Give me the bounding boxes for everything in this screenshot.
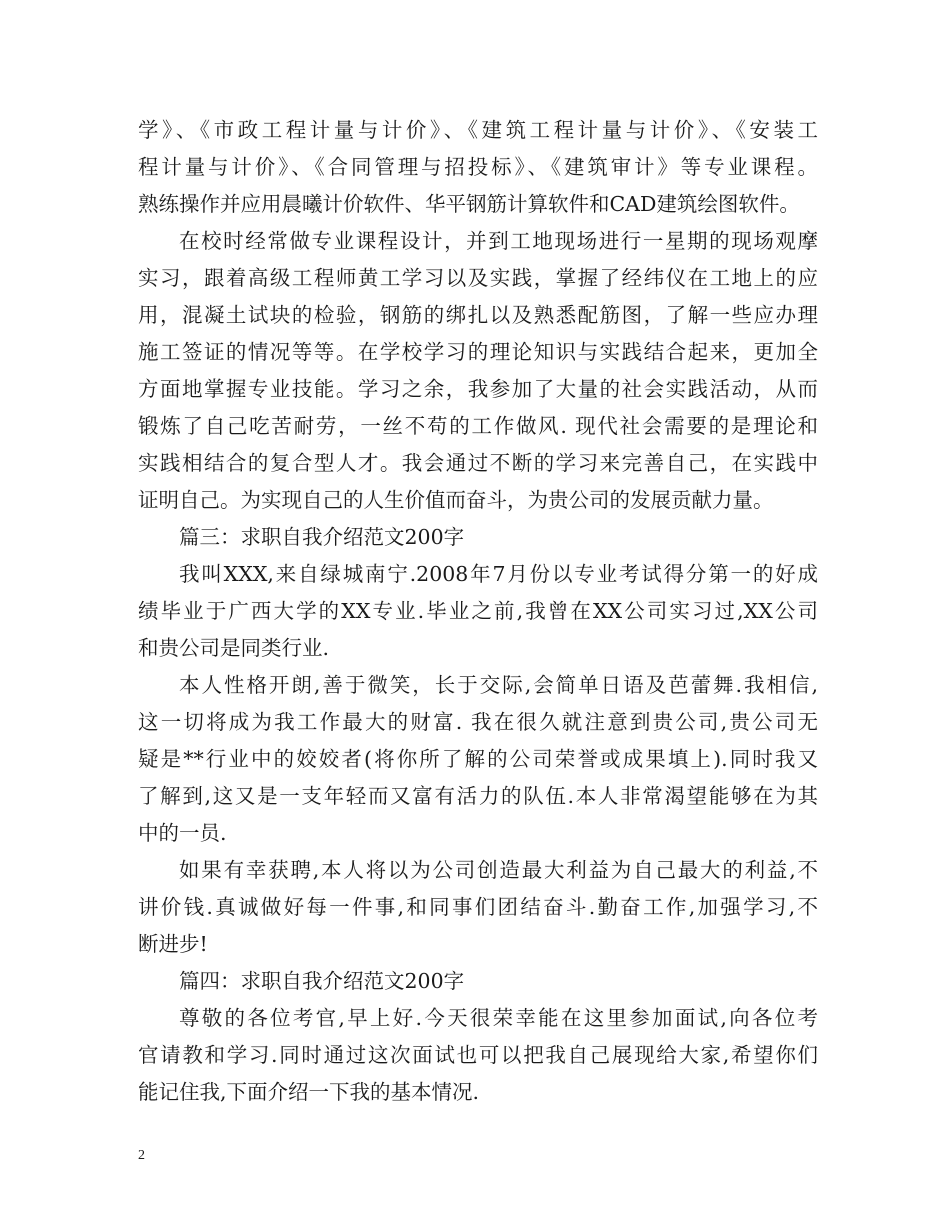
text-line: 中的一员. [138, 821, 227, 845]
text-line: 实习，跟着高级工程师黄工学习以及实践，掌握了经纬仪在工地上的应 [138, 266, 818, 290]
text-line: 证明自己。为实现自己的人生价值而奋斗，为贵公司的发展贡献力量。 [138, 488, 774, 512]
paragraph-first-line: 我叫XXX,来自绿城南宁.2008年7月份以专业考试得分第一的好成 [179, 562, 818, 586]
text-line: 用，混凝土试块的检验，钢筋的绑扎以及熟悉配筋图，了解一些应办理 [138, 303, 818, 327]
text-line: 熟练操作并应用晨曦计价软件、华平钢筋计算软件和CAD建筑绘图软件。 [138, 192, 800, 216]
text-line: 程计量与计价》、《合同管理与招投标》、《建筑审计》等专业课程。 [138, 155, 818, 179]
section-heading: 篇三：求职自我介绍范文200字 [179, 525, 465, 549]
page-number: 2 [138, 1148, 145, 1163]
text-line: 了解到,这又是一支年轻而又富有活力的队伍.本人非常渴望能够在为其 [138, 784, 818, 808]
text-line: 方面地掌握专业技能。学习之余，我参加了大量的社会实践活动，从而 [138, 377, 818, 401]
body-text [138, 112, 818, 1111]
text-line: 实践相结合的复合型人才。我会通过不断的学习来完善自己，在实践中 [138, 451, 818, 475]
text-line: 绩毕业于广西大学的XX专业.毕业之前,我曾在XX公司实习过,XX公司 [138, 599, 818, 623]
paragraph-first-line: 在校时经常做专业课程设计，并到工地现场进行一星期的现场观摩 [179, 229, 818, 253]
text-line: 疑是**行业中的姣姣者(将你所了解的公司荣誉或成果填上).同时我又 [138, 747, 818, 771]
section-heading: 篇四：求职自我介绍范文200字 [179, 969, 465, 993]
text-line: 能记住我,下面介绍一下我的基本情况. [138, 1080, 480, 1104]
text-line: 断进步! [138, 932, 208, 956]
paragraph-first-line: 尊敬的各位考官,早上好.今天很荣幸能在这里参加面试,向各位考 [179, 1006, 818, 1030]
text-line: 讲价钱.真诚做好每一件事,和同事们团结奋斗.勤奋工作,加强学习,不 [138, 895, 818, 919]
text-line: 这一切将成为我工作最大的财富. 我在很久就注意到贵公司,贵公司无 [138, 710, 818, 734]
text-line: 施工签证的情况等等。在学校学习的理论知识与实践结合起来，更加全 [138, 340, 818, 364]
text-line: 官请教和学习.同时通过这次面试也可以把我自己展现给大家,希望你们 [138, 1043, 818, 1067]
paragraph-first-line: 本人性格开朗,善于微笑，长于交际,会简单日语及芭蕾舞.我相信, [179, 673, 818, 697]
text-line: 和贵公司是同类行业. [138, 636, 330, 660]
text-line: 学》、《市政工程计量与计价》、《建筑工程计量与计价》、《安装工 [138, 118, 818, 142]
text-line: 锻炼了自己吃苦耐劳，一丝不苟的工作做风. 现代社会需要的是理论和 [138, 414, 818, 438]
paragraph-first-line: 如果有幸获聘,本人将以为公司创造最大利益为自己最大的利益,不 [179, 858, 818, 882]
